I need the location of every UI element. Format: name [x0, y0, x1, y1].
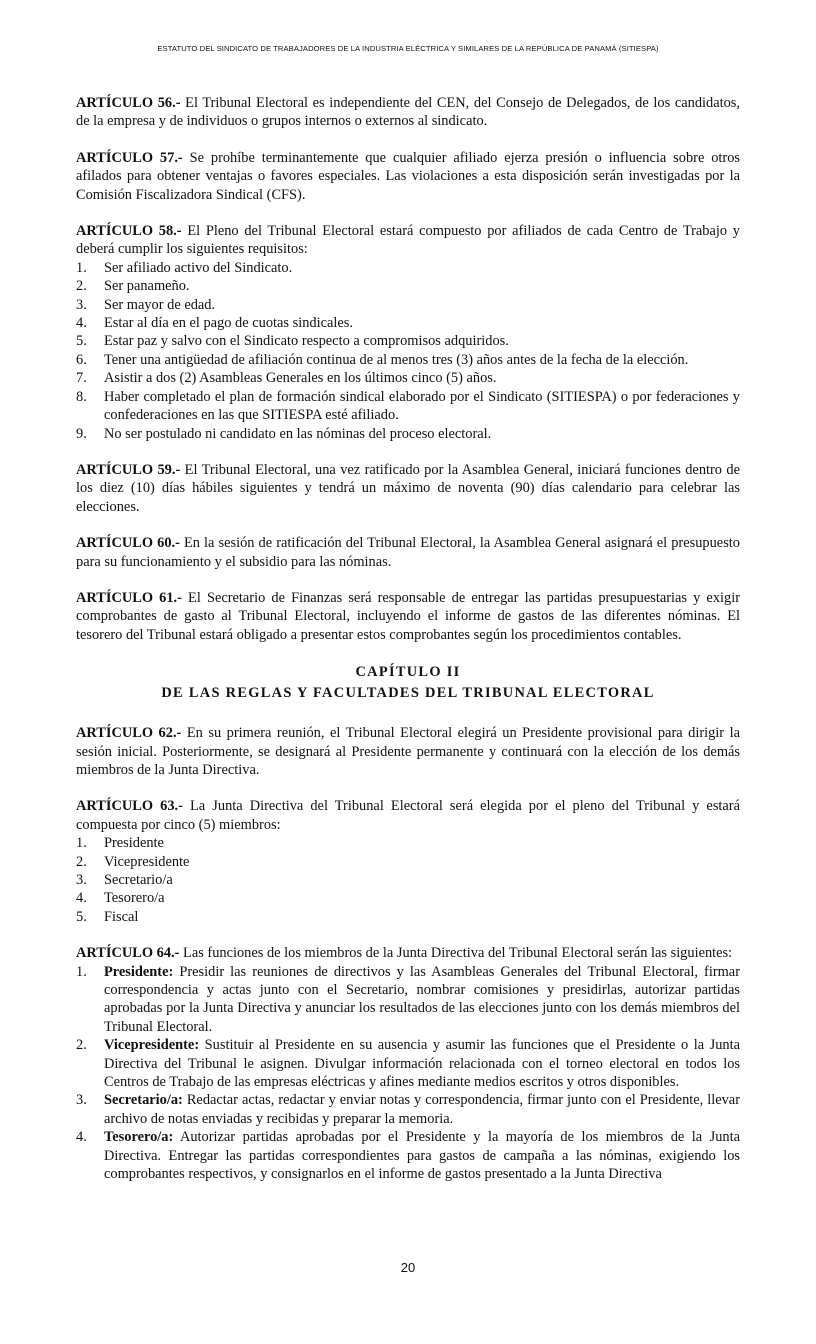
article-text: La Junta Directiva del Tribunal Electoral será elegida por el pleno del Tribunal y estará compuesta por cinco (5) miembros:: [76, 798, 740, 833]
list-item: [76, 889, 740, 907]
page-body: [76, 94, 740, 1202]
article-58: [76, 222, 740, 259]
article-text: En su primera reunión, el Tribunal Electoral elegirá un Presidente provisional para dirigir la sesión inicial. Posteriormente, se designará al Presidente permanente y continuará con la elección de los demás miembros de la Junta Directiva.: [76, 725, 740, 778]
list-number: 7.: [76, 370, 87, 387]
article-heading: ARTÍCULO 56.-: [76, 95, 181, 111]
list-number: 3.: [76, 872, 87, 888]
list-item-text: Presidir las reuniones de directivos y las Asambleas Generales del Tribunal Electoral, firmar correspondencia y actas junto con el Secretario, nombrar comisiones y presidirlas, autorizar partidas aprobadas por la Junta Directiva y anunciar los resultados de las elecciones junto con los demás miembros del Tribunal Electoral.: [104, 963, 740, 1035]
list-number: 9.: [76, 425, 87, 442]
list-item-text: Tener una antigüedad de afiliación continua de al menos tres (3) años antes de la fecha de la elección.: [104, 351, 689, 368]
article-64: [76, 944, 740, 962]
list-number: 8.: [76, 388, 87, 405]
article-heading: ARTÍCULO 63.-: [76, 798, 183, 815]
list-number: 2.: [76, 853, 87, 870]
list-item-text: Ser panameño.: [104, 278, 190, 295]
list-number: 3.: [76, 1092, 87, 1109]
article-heading: ARTÍCULO 62.-: [76, 725, 182, 742]
article-text: El Tribunal Electoral es independiente del CEN, del Consejo de Delegados, de los candidatos, de la empresa y de individuos o grupos internos o externos al sindicato.: [76, 95, 740, 130]
list-item: [76, 1036, 740, 1091]
list-item: [76, 834, 740, 852]
list-item: [76, 332, 740, 350]
list-item: [76, 1091, 740, 1128]
list-item-text: Vicepresidente: [104, 853, 190, 870]
article-text: El Tribunal Electoral, una vez ratificado por la Asamblea General, iniciará funciones dentro de los diez (10) días hábiles siguientes y tendrá un máximo de noventa (90) días calendario para celebrar las elecciones.: [76, 461, 740, 515]
list-number: 2.: [76, 278, 87, 295]
page-number: 20: [400, 1260, 416, 1275]
list-item-text: Tesorero/a: [104, 890, 165, 907]
list-item-text: Ser afiliado activo del Sindicato.: [104, 259, 293, 276]
list-item-text: No ser postulado ni candidato en las nóminas del proceso electoral.: [104, 425, 492, 442]
article-62: [76, 724, 740, 779]
list-item-term: Vicepresidente:: [104, 1037, 200, 1054]
list-number: 1.: [76, 835, 87, 852]
list-number: 3.: [76, 296, 87, 313]
article-56: [76, 94, 740, 131]
article-text: El Secretario de Finanzas será responsable de entregar las partidas presupuestarias y exigir comprobantes de gasto al Tribunal Electoral, incluyendo el informe de gastos de las diferentes nóminas. El tesorero del Tribunal estará obligado a presentar estos comprobantes según los procedimientos contables.: [76, 589, 740, 643]
list-item: [76, 963, 740, 1037]
article-heading: ARTÍCULO 64.-: [76, 945, 180, 962]
article-text: En la sesión de ratificación del Tribunal Electoral, la Asamblea General asignará el presupuesto para su funcionamiento y el subsidio para las nóminas.: [76, 535, 740, 570]
list-item: [76, 314, 740, 332]
article-63: [76, 797, 740, 834]
list-number: 1.: [76, 963, 87, 980]
list-number: 4.: [76, 1129, 87, 1146]
list-item: [76, 277, 740, 295]
article-heading: ARTÍCULO 61.-: [76, 589, 182, 606]
chapter-heading: [76, 662, 740, 704]
article-60: [76, 534, 740, 571]
list-item-term: Presidente:: [104, 963, 174, 980]
list-number: 5.: [76, 908, 87, 925]
article-heading: ARTÍCULO 57.-: [76, 149, 183, 166]
article-heading: ARTÍCULO 59.-: [76, 461, 181, 478]
list-number: 1.: [76, 259, 87, 276]
list-item: [76, 908, 740, 926]
running-header: ESTATUTO DEL SINDICATO DE TRABAJADORES DE LA INDUSTRIA ELÉCTRICA Y SIMILARES DE LA REPÚBLICA DE PANAMÁ (SITIESPA): [157, 44, 659, 53]
article-heading: ARTÍCULO 60.-: [76, 535, 180, 552]
list-item-text: Estar al día en el pago de cuotas sindicales.: [104, 315, 353, 332]
list-item: [76, 388, 740, 425]
list-number: 5.: [76, 333, 87, 350]
article-59: [76, 461, 740, 516]
article-61: [76, 589, 740, 644]
list-number: 4.: [76, 315, 87, 332]
list-item: [76, 296, 740, 314]
chapter-title: DE LAS REGLAS Y FACULTADES DEL TRIBUNAL ELECTORAL: [161, 685, 655, 702]
article-text: Se prohíbe terminantemente que cualquier afiliado ejerza presión o influencia sobre otros afilados para obtener ventajas o favores especiales. Las violaciones a esta disposición serán investigadas por la Comisión Fiscalizadora Sindical (CFS).: [76, 149, 740, 203]
list-number: 2.: [76, 1037, 87, 1054]
functions-list: [76, 963, 740, 1184]
list-item-text: Asistir a dos (2) Asambleas Generales en los últimos cinco (5) años.: [104, 370, 497, 387]
list-item-text: Estar paz y salvo con el Sindicato respecto a compromisos adquiridos.: [104, 333, 509, 350]
chapter-number: CAPÍTULO II: [355, 664, 461, 681]
article-heading: ARTÍCULO 58.-: [76, 223, 182, 240]
list-number: 4.: [76, 890, 87, 907]
list-item-text: Presidente: [104, 835, 164, 852]
article-text: Las funciones de los miembros de la Junta Directiva del Tribunal Electoral serán las siguientes:: [179, 945, 733, 962]
list-item-text: Fiscal: [104, 908, 139, 925]
list-number: 6.: [76, 351, 87, 368]
list-item-text: Autorizar partidas aprobadas por el Presidente y la mayoría de los miembros de la Junta Directiva. Entregar las partidas correspondientes para gastos de campaña a las nóminas, exigiendo los comprobantes respectivos, y consignarlos en el informe de gastos presentado a la Junta Directiva: [104, 1129, 740, 1183]
list-item-text: Haber completado el plan de formación sindical elaborado por el Sindicato (SITIESPA) o por federaciones y confederaciones en las que SITIESPA esté afiliado.: [104, 388, 740, 424]
list-item-text: Sustituir al Presidente en su ausencia y asumir las funciones que el Presidente o la Junta Directiva del Tribunal le asignen. Divulgar información relacionada con el torneo electoral en todos los Centros de Trabajo de las empresas eléctricas y afines mediante medios escritos y otros disponibles.: [104, 1037, 740, 1091]
list-item: [76, 1128, 740, 1183]
list-item: [76, 369, 740, 387]
article-text: El Pleno del Tribunal Electoral estará compuesto por afiliados de cada Centro de Trabajo y deberá cumplir los siguientes requisitos:: [76, 223, 740, 258]
list-item-text: Secretario/a: [104, 872, 173, 888]
list-item-term: Tesorero/a:: [104, 1129, 174, 1146]
members-list: [76, 834, 740, 926]
list-item-text: Redactar actas, redactar y enviar notas y correspondencia, firmar junto con el Presidente, llevar archivo de notas enviadas y recibidas y preparar la memoria.: [104, 1092, 740, 1127]
list-item: [76, 871, 740, 889]
list-item: [76, 351, 740, 369]
list-item-text: Ser mayor de edad.: [104, 296, 216, 313]
requirements-list: [76, 259, 740, 443]
list-item: [76, 425, 740, 443]
list-item: [76, 259, 740, 277]
list-item: [76, 853, 740, 871]
list-item-term: Secretario/a:: [104, 1092, 183, 1109]
article-57: [76, 149, 740, 204]
